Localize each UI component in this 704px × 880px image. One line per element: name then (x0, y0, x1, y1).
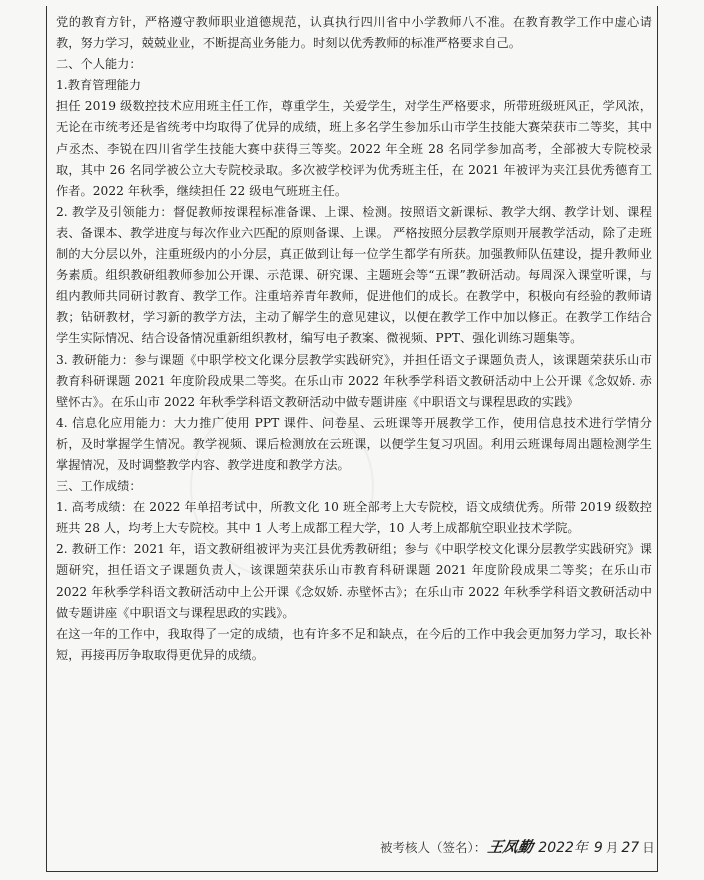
handwritten-month: 9 (593, 840, 603, 856)
paragraph-it: 4. 信息化应用能力：大力推广使用 PPT 课件、问卷星、云班课等开展教学工作，使用信息技术进行学情分析，及时掌握学生情况。教学视频、课后检测放在云班课，以便学生复习巩固。利用云班课每周出题检测学生掌握情况，及时调整教学内容、教学进度和教学方法。 (56, 415, 652, 472)
day-unit: 日 (642, 840, 655, 855)
signature-label: 被考核人（签名）： (380, 840, 487, 855)
paragraph-exam-results: 1. 高考成绩：在 2022 年单招考试中，所教文化 10 班全部考上大专院校，语文成绩优秀。所带 2019 级数控班共 28 人，均考上大专院校。其中 1 人考上成都工程大学，10 人考上成都航空职业技术学院。 (56, 500, 652, 536)
handwritten-signature: 王凤勤 (486, 838, 535, 856)
paragraph-management: 担任 2019 级数控技术应用班主任工作，尊重学生，关爱学生，对学生严格要求，所带班级班风正，学风浓，无论在市统考还是省统考中均取得了优异的成绩，班上多名学生参加乐山市学生技能大赛荣获市二等奖，其中卢丞杰、李锐在四川省学生技能大赛中获得三等奖。2022 年全班 28 名同学参加高考，全部被大专院校录取，其中 26 名同学被公立大专院校录取。多次被学校评为优秀班主任，在 2021 年被评为夹江县优秀德育工作者。2022 年秋季，继续担任 22 级电气班班主任。 (56, 99, 652, 198)
paragraph-intro: 党的教育方针，严格遵守教师职业道德规范，认真执行四川省中小学教师八不准。在教育教学工作中虚心请教，努力学习，兢兢业业，不断提高业务能力。时刻以优秀教师的标准严格要求自己。 (56, 15, 652, 51)
handwritten-year: 2022年 (538, 840, 588, 856)
paragraph-teaching: 2. 教学及引领能力：督促教师按课程标准备课、上课、检测。按照语文新课标、教学大纲、教学计划、课程表、备课本、教学进度与每次作业六匹配的原则备课、上课。 严格按照分层教学原则开展教学活动，除了走班制的大分层以外，注重班级内的小分层，真正做到让每一位学生都学有所获。加强教师队伍建设，提升教师业务素质。组织教研组教师参加公开课、示范课、研究课、主题班会等“五课”教研活动。每周深入课堂听课，与组内教师共同研讨教育、教学工作。注重培养青年教师，促进他们的成长。在教学中，积极向有经验的教师请教；钻研教材，学习新的教学方法，主动了解学生的意见建议，以便在教学工作中加以修正。在教学工作结合学生实际情况、结合设备情况重新组织教材，编写电子教案、微视频、PPT、强化训练习题集等。 (56, 204, 652, 346)
section-heading-ability: 二、个人能力： (56, 57, 142, 72)
paragraph-conclusion: 在这一年的工作中，我取得了一定的成绩，也有许多不足和缺点，在今后的工作中我会更加努力学习，取长补短，再接再厉争取取得更优异的成绩。 (56, 626, 652, 662)
section-heading-results: 三、工作成绩： (56, 479, 142, 494)
subheading-management: 1.教育管理能力 (56, 78, 142, 93)
month-unit: 月 (605, 840, 619, 855)
paragraph-research: 3. 教研能力：参与课题《中职学校文化课分层教学实践研究》，并担任语文子课题负责人，该课题荣获乐山市教育科研课题 2021 年度阶段成果二等奖。在乐山市 2022 年秋季学科语文教研活动中上公开课《念奴娇. 赤壁怀古》。在乐山市 2022 年秋季学科语文教研活动中做专题讲座《中职语文与课程思政的实践》 (56, 352, 652, 409)
signature-line (380, 836, 655, 857)
document-body (56, 12, 652, 666)
paragraph-research-work: 2. 教研工作：2021 年，语文教研组被评为夹江县优秀教研组；参与《中职学校文化课分层教学实践研究》课题研究，担任语文子课题负责人，该课题荣获乐山市教育科研课题 2021 年度阶段成果二等奖；在乐山市 2022 年秋季学科语文教研活动中上公开课《念奴娇. 赤壁怀古》；在乐山市 2022 年秋季学科语文教研活动中做专题讲座《中职语文与课程思政的实践》。 (56, 542, 652, 620)
handwritten-day: 27 (621, 840, 640, 856)
